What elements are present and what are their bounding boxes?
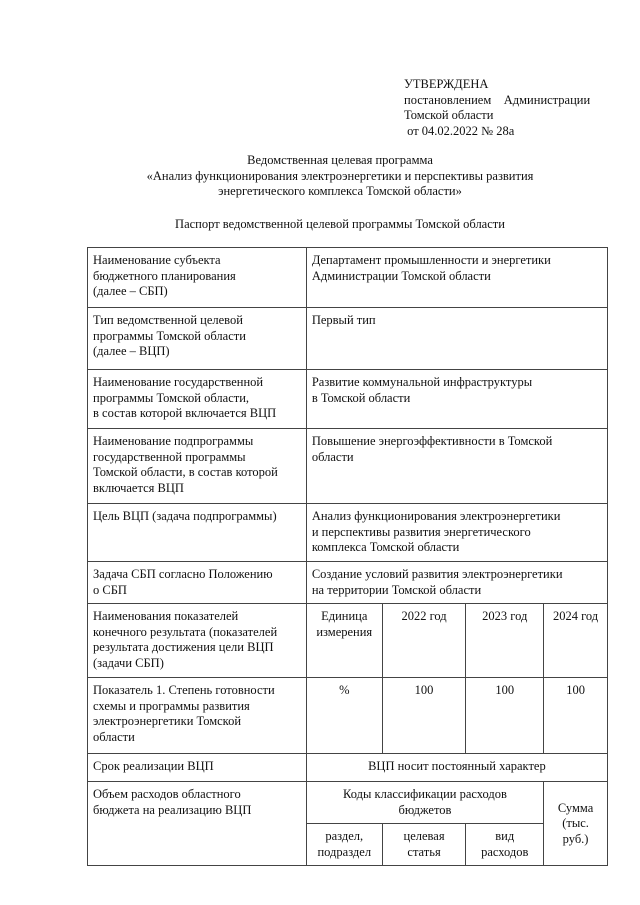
passport-title: Паспорт ведомственной целевой программы Томской области	[175, 217, 505, 231]
title-line-2: «Анализ функционирования электроэнергетики и перспективы развития	[146, 168, 534, 183]
indicator-1-2022: 100	[382, 678, 466, 754]
row-indicator-1	[88, 678, 608, 754]
approval-line-1: УТВЕРЖДЕНА	[404, 77, 489, 91]
row-goal	[88, 504, 608, 562]
expenses-target: целевая статья	[382, 824, 466, 866]
row-indicators-header	[88, 604, 608, 678]
indicators-header-unit: Единица измерения	[306, 604, 382, 678]
row-term	[88, 754, 608, 782]
row-vcp-type	[88, 308, 608, 370]
row-goal-value: Анализ функционирования электроэнергетики и перспективы развития энергетического комплекса Томской области	[306, 504, 607, 562]
expenses-sum-header: Сумма (тыс. руб.)	[544, 782, 608, 866]
expenses-type: вид расходов	[466, 824, 544, 866]
row-task	[88, 562, 608, 604]
indicator-1-label: Показатель 1. Степень готовности схемы и программы развития электроэнергетики Томской области	[88, 678, 307, 754]
indicator-1-2023: 100	[466, 678, 544, 754]
program-title	[60, 153, 620, 200]
title-line-3: энергетического комплекса Томской области»	[218, 184, 462, 198]
approval-line-3: Томской области	[404, 108, 494, 122]
row-task-value: Создание условий развития электроэнергетики на территории Томской области	[306, 562, 607, 604]
row-subprogram-value: Повышение энергоэффективности в Томской области	[306, 429, 607, 504]
row-state-program-label: Наименование государственной программы Томской области, в состав которой включается ВЦП	[88, 370, 307, 429]
expenses-codes-header: Коды классификации расходов бюджетов	[306, 782, 543, 824]
indicators-header-2022: 2022 год	[382, 604, 466, 678]
indicators-header-2024: 2024 год	[544, 604, 608, 678]
title-line-1: Ведомственная целевая программа	[247, 153, 433, 167]
row-subprogram-label: Наименование подпрограммы государственной программы Томской области, в состав которой включается ВЦП	[88, 429, 307, 504]
row-task-label: Задача СБП согласно Положению о СБП	[88, 562, 307, 604]
row-state-program	[88, 370, 608, 429]
row-sbp-value: Департамент промышленности и энергетики Администрации Томской области	[306, 248, 607, 308]
approval-line-2: постановлением Администрации	[404, 92, 591, 107]
row-goal-label: Цель ВЦП (задача подпрограммы)	[88, 504, 307, 562]
row-vcp-type-label: Тип ведомственной целевой программы Томской области (далее – ВЦП)	[88, 308, 307, 370]
indicators-header-label: Наименования показателей конечного результата (показателей результата достижения цели ВЦП (задачи СБП)	[88, 604, 307, 678]
indicators-header-2023: 2023 год	[466, 604, 544, 678]
approval-stamp	[404, 77, 590, 139]
row-vcp-type-value: Первый тип	[306, 308, 607, 370]
row-expenses	[88, 782, 608, 824]
row-expenses-label: Объем расходов областного бюджета на реализацию ВЦП	[88, 782, 307, 866]
row-term-value: ВЦП носит постоянный характер	[306, 754, 607, 782]
indicator-1-unit: %	[306, 678, 382, 754]
passport-table	[87, 247, 608, 866]
indicator-1-2024: 100	[544, 678, 608, 754]
row-term-label: Срок реализации ВЦП	[88, 754, 307, 782]
expenses-section: раздел, подраздел	[306, 824, 382, 866]
approval-line-4: от 04.02.2022 № 28а	[404, 123, 515, 138]
row-state-program-value: Развитие коммунальной инфраструктуры в Томской области	[306, 370, 607, 429]
row-subprogram	[88, 429, 608, 504]
row-sbp-label: Наименование субъекта бюджетного планирования (далее – СБП)	[88, 248, 307, 308]
row-sbp	[88, 248, 608, 308]
